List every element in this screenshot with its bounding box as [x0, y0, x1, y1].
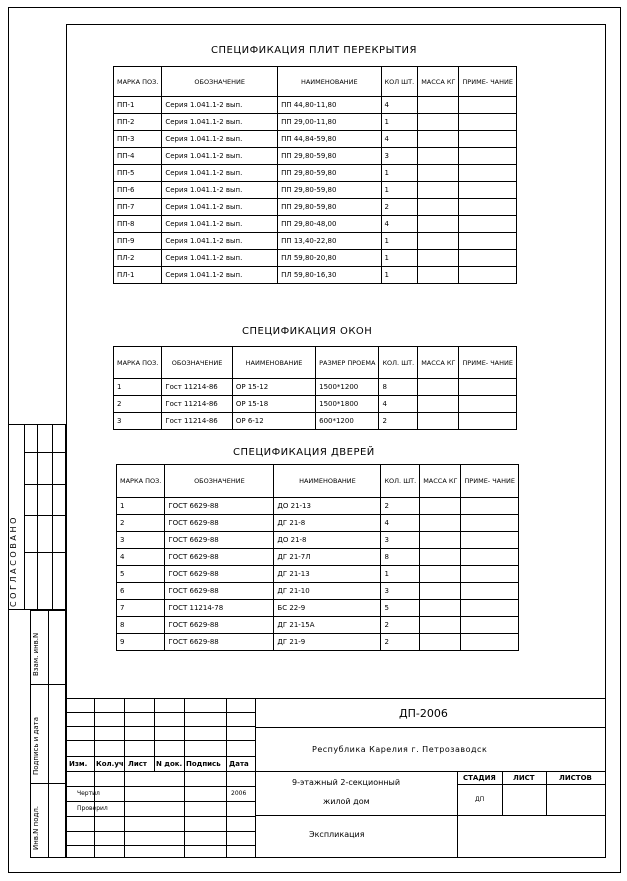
windows-cell: 8	[379, 379, 418, 396]
table-row	[117, 498, 519, 515]
drawn-date: 2006	[231, 790, 247, 797]
stamp-line	[255, 771, 606, 772]
doors-header-cell: ОБОЗНАЧЕНИЕ	[165, 465, 274, 498]
windows-header-cell: ПРИМЕ- ЧАНИЕ	[459, 347, 517, 379]
plates-cell: ПП 29,80-59,80	[278, 199, 381, 216]
plates-cell: ПП 29,00-11,80	[278, 114, 381, 131]
plates-cell: Серия 1.041.1-2 вып.	[162, 165, 278, 182]
doors-cell: 9	[117, 634, 165, 651]
stamp-line	[66, 698, 606, 699]
list-header: ЛИСТ	[513, 774, 535, 782]
plates-cell	[418, 216, 459, 233]
plates-cell: 4	[381, 216, 418, 233]
doors-cell: ДГ 21-7Л	[274, 549, 381, 566]
plates-header-cell: НАИМЕНОВАНИЕ	[278, 67, 381, 97]
table-row	[114, 97, 517, 114]
plates-cell: 1	[381, 250, 418, 267]
approval-strip-line	[24, 515, 66, 516]
plates-cell: 3	[381, 148, 418, 165]
windows-cell: 1500*1200	[316, 379, 379, 396]
windows-header-row	[114, 347, 517, 379]
windows-cell: ОР 15-12	[232, 379, 315, 396]
doors-cell: 4	[381, 515, 420, 532]
doors-cell	[420, 498, 461, 515]
plates-cell	[418, 233, 459, 250]
plates-cell: ПП-4	[114, 148, 162, 165]
stamp-side-line	[30, 684, 66, 685]
plates-cell: ПП 29,80-59,80	[278, 148, 381, 165]
plates-cell: ПП-2	[114, 114, 162, 131]
plates-cell: ПП-1	[114, 97, 162, 114]
table-row	[114, 250, 517, 267]
doors-spec-title: СПЕЦИФИКАЦИЯ ДВЕРЕЙ	[233, 447, 375, 458]
doors-cell	[461, 515, 519, 532]
plates-cell: ПП-8	[114, 216, 162, 233]
table-row	[117, 600, 519, 617]
doors-spec-table	[116, 464, 519, 651]
doors-cell: 8	[381, 549, 420, 566]
doors-cell: ДГ 21-8	[274, 515, 381, 532]
doors-cell: ГОСТ 11214-78	[165, 600, 274, 617]
plates-cell: Серия 1.041.1-2 вып.	[162, 199, 278, 216]
table-row	[117, 549, 519, 566]
approval-strip-line	[24, 552, 66, 553]
stamp-line	[154, 698, 155, 771]
plates-cell	[418, 165, 459, 182]
plates-cell	[418, 267, 459, 284]
approval-strip-line	[24, 452, 66, 453]
doors-cell: 8	[117, 617, 165, 634]
stamp-line	[546, 771, 547, 815]
plates-cell: ПП-6	[114, 182, 162, 199]
plates-cell: ПП 44,84-59,80	[278, 131, 381, 148]
table-row	[117, 634, 519, 651]
plates-cell: ПЛ 59,80-16,30	[278, 267, 381, 284]
plates-cell: ПП-9	[114, 233, 162, 250]
doors-cell	[461, 600, 519, 617]
plates-cell: Серия 1.041.1-2 вып.	[162, 267, 278, 284]
plates-cell: 1	[381, 165, 418, 182]
table-row	[114, 182, 517, 199]
stage-header: СТАДИЯ	[463, 774, 496, 782]
doors-cell: ДГ 21-15А	[274, 617, 381, 634]
windows-cell	[459, 413, 517, 430]
plates-cell: ПП-5	[114, 165, 162, 182]
document-code: ДП-2006	[399, 707, 448, 720]
plates-cell: ПП 13,40-22,80	[278, 233, 381, 250]
windows-header-cell: КОЛ. ШТ.	[379, 347, 418, 379]
doors-cell	[420, 566, 461, 583]
plates-cell	[459, 148, 517, 165]
windows-cell: 3	[114, 413, 162, 430]
plates-header-cell: ОБОЗНАЧЕНИЕ	[162, 67, 278, 97]
windows-cell: ОР 15-18	[232, 396, 315, 413]
doors-cell	[420, 600, 461, 617]
doors-cell	[461, 583, 519, 600]
doors-cell	[461, 532, 519, 549]
windows-cell: 600*1200	[316, 413, 379, 430]
table-row	[117, 532, 519, 549]
doors-cell: 2	[381, 634, 420, 651]
doors-cell: 5	[381, 600, 420, 617]
sheet-title: Экспликация	[309, 830, 365, 839]
plates-cell	[459, 233, 517, 250]
plates-cell: ПП 44,80-11,80	[278, 97, 381, 114]
doors-cell	[420, 617, 461, 634]
windows-cell: 1500*1800	[316, 396, 379, 413]
stage-value: ДП	[475, 796, 485, 803]
col-list: Лист	[128, 760, 147, 768]
table-row	[114, 216, 517, 233]
plates-cell	[418, 250, 459, 267]
plates-cell: ПЛ 59,80-20,80	[278, 250, 381, 267]
table-row	[114, 413, 517, 430]
doors-cell: 2	[381, 617, 420, 634]
plates-header-cell: ПРИМЕ- ЧАНИЕ	[459, 67, 517, 97]
table-row	[114, 396, 517, 413]
doors-cell	[461, 498, 519, 515]
col-kol-uch: Кол.уч	[96, 760, 124, 768]
plates-cell	[418, 148, 459, 165]
table-row	[114, 199, 517, 216]
windows-cell: Гост 11214-86	[162, 413, 233, 430]
windows-header-cell: ОБОЗНАЧЕНИЕ	[162, 347, 233, 379]
table-row	[117, 566, 519, 583]
doors-cell: 7	[117, 600, 165, 617]
project-title-line2: жилой дом	[323, 797, 370, 806]
plates-cell: Серия 1.041.1-2 вып.	[162, 233, 278, 250]
inv-replaced-label: Взам. инв.N	[32, 632, 40, 676]
agreed-label: СОГЛАСОВАНО	[9, 514, 18, 607]
doors-cell: ГОСТ 6629-88	[165, 532, 274, 549]
plates-cell	[418, 97, 459, 114]
doors-cell: 5	[117, 566, 165, 583]
stamp-line	[124, 771, 125, 858]
doors-cell: БС 22-9	[274, 600, 381, 617]
doors-cell: ГОСТ 6629-88	[165, 617, 274, 634]
col-data: Дата	[229, 760, 249, 768]
doors-cell: 4	[117, 549, 165, 566]
plates-cell	[418, 199, 459, 216]
plates-cell: Серия 1.041.1-2 вып.	[162, 216, 278, 233]
windows-cell: 4	[379, 396, 418, 413]
plates-header-cell: КОЛ ШТ.	[381, 67, 418, 97]
stamp-side-line	[30, 783, 66, 784]
windows-header-cell: РАЗМЕР ПРОЕМА	[316, 347, 379, 379]
windows-spec-table	[113, 346, 517, 430]
doors-cell	[420, 532, 461, 549]
plates-cell: 2	[381, 199, 418, 216]
plates-cell: ПП 29,80-59,80	[278, 165, 381, 182]
plates-cell: Серия 1.041.1-2 вып.	[162, 114, 278, 131]
doors-cell	[420, 549, 461, 566]
plates-cell	[418, 114, 459, 131]
plates-cell	[459, 114, 517, 131]
windows-cell	[418, 379, 459, 396]
doors-cell: 3	[117, 532, 165, 549]
doors-cell: ГОСТ 6629-88	[165, 515, 274, 532]
inv-original-label: Инв.N подл.	[32, 805, 40, 850]
doors-header-cell: МАССА КГ	[420, 465, 461, 498]
plates-cell	[459, 267, 517, 284]
doors-header-cell: НАИМЕНОВАНИЕ	[274, 465, 381, 498]
table-row	[114, 165, 517, 182]
doors-cell: 1	[117, 498, 165, 515]
windows-cell: 2	[379, 413, 418, 430]
plates-cell	[459, 199, 517, 216]
doors-cell: ГОСТ 6629-88	[165, 634, 274, 651]
stamp-line	[94, 698, 95, 858]
doors-cell	[461, 617, 519, 634]
doors-cell: ГОСТ 6629-88	[165, 566, 274, 583]
stamp-line	[502, 771, 503, 815]
sign-date-label: Подпись и дата	[32, 717, 40, 775]
checked-by-label: Проверил	[77, 805, 108, 812]
plates-cell: 4	[381, 131, 418, 148]
doors-cell: ДГ 21-10	[274, 583, 381, 600]
plates-header-cell: МАРКА ПОЗ.	[114, 67, 162, 97]
plates-cell: 1	[381, 182, 418, 199]
doors-cell: ГОСТ 6629-88	[165, 498, 274, 515]
stamp-line	[184, 698, 185, 858]
doors-cell: 2	[117, 515, 165, 532]
plates-cell	[418, 182, 459, 199]
plates-cell: ПП-3	[114, 131, 162, 148]
doors-cell	[461, 634, 519, 651]
table-row	[114, 114, 517, 131]
table-row	[117, 583, 519, 600]
table-row	[114, 267, 517, 284]
stamp-line	[226, 698, 227, 858]
windows-cell	[459, 379, 517, 396]
plates-cell: ПП 29,80-59,80	[278, 182, 381, 199]
table-row	[117, 515, 519, 532]
windows-header-cell: МАССА КГ	[418, 347, 459, 379]
col-podpis: Подпись	[186, 760, 221, 768]
doors-cell: ГОСТ 6629-88	[165, 583, 274, 600]
doors-header-cell: ПРИМЕ- ЧАНИЕ	[461, 465, 519, 498]
doors-cell: ГОСТ 6629-88	[165, 549, 274, 566]
table-row	[114, 131, 517, 148]
doors-cell: 1	[381, 566, 420, 583]
approval-strip-line	[24, 484, 66, 485]
table-row	[114, 148, 517, 165]
title-block	[66, 698, 606, 858]
doors-cell: ДГ 21-13	[274, 566, 381, 583]
doors-cell: 2	[381, 498, 420, 515]
stamp-line	[255, 815, 606, 816]
plates-cell	[418, 131, 459, 148]
doors-cell: 3	[381, 583, 420, 600]
plates-cell: 1	[381, 114, 418, 131]
plates-cell	[459, 250, 517, 267]
doors-cell: ДО 21-13	[274, 498, 381, 515]
windows-cell	[418, 413, 459, 430]
plates-header-cell: МАССА КГ	[418, 67, 459, 97]
stamp-side-line	[48, 610, 49, 858]
plates-cell: 4	[381, 97, 418, 114]
doors-cell	[420, 634, 461, 651]
plates-cell: Серия 1.041.1-2 вып.	[162, 131, 278, 148]
doors-header-row	[117, 465, 519, 498]
doors-cell	[461, 549, 519, 566]
windows-cell: Гост 11214-86	[162, 379, 233, 396]
windows-cell: ОР 6-12	[232, 413, 315, 430]
windows-cell: Гост 11214-86	[162, 396, 233, 413]
table-row	[114, 233, 517, 250]
windows-cell: 1	[114, 379, 162, 396]
location-text: Республика Карелия г. Петрозаводск	[312, 745, 488, 754]
plates-cell: Серия 1.041.1-2 вып.	[162, 250, 278, 267]
windows-spec-title: СПЕЦИФИКАЦИЯ ОКОН	[242, 326, 373, 337]
lists-header: ЛИСТОВ	[559, 774, 592, 782]
doors-cell: 6	[117, 583, 165, 600]
plates-cell: ПП-7	[114, 199, 162, 216]
doors-header-cell: МАРКА ПОЗ.	[117, 465, 165, 498]
plates-cell: ПЛ-2	[114, 250, 162, 267]
stamp-line	[457, 784, 606, 785]
plates-header-row	[114, 67, 517, 97]
project-title-line1: 9-этажный 2-секционный	[292, 778, 401, 787]
windows-header-cell: НАИМЕНОВАНИЕ	[232, 347, 315, 379]
table-row	[114, 379, 517, 396]
plates-cell	[459, 131, 517, 148]
windows-cell	[459, 396, 517, 413]
plates-cell: 1	[381, 233, 418, 250]
plates-cell: ПП 29,80-48,00	[278, 216, 381, 233]
stamp-line	[255, 727, 606, 728]
doors-cell: ДГ 21-9	[274, 634, 381, 651]
plates-cell	[459, 97, 517, 114]
plates-cell	[459, 216, 517, 233]
doors-cell	[420, 515, 461, 532]
doors-cell: 3	[381, 532, 420, 549]
plates-spec-table	[113, 66, 517, 284]
windows-cell: 2	[114, 396, 162, 413]
doors-cell	[420, 583, 461, 600]
stamp-line	[124, 698, 125, 771]
plates-cell	[459, 165, 517, 182]
plates-cell: Серия 1.041.1-2 вып.	[162, 97, 278, 114]
plates-cell: Серия 1.041.1-2 вып.	[162, 182, 278, 199]
col-izm: Изм.	[69, 760, 88, 768]
plates-cell: 1	[381, 267, 418, 284]
plates-spec-title: СПЕЦИФИКАЦИЯ ПЛИТ ПЕРЕКРЫТИЯ	[211, 45, 417, 56]
col-n-dok: N док.	[156, 760, 183, 768]
stamp-line	[255, 698, 256, 858]
plates-cell: ПЛ-1	[114, 267, 162, 284]
plates-cell: Серия 1.041.1-2 вып.	[162, 148, 278, 165]
plates-cell	[459, 182, 517, 199]
windows-header-cell: МАРКА ПОЗ.	[114, 347, 162, 379]
doors-header-cell: КОЛ. ШТ.	[381, 465, 420, 498]
table-row	[117, 617, 519, 634]
windows-cell	[418, 396, 459, 413]
doors-cell: ДО 21-8	[274, 532, 381, 549]
drawn-by-label: Чертил	[77, 790, 100, 797]
doors-cell	[461, 566, 519, 583]
